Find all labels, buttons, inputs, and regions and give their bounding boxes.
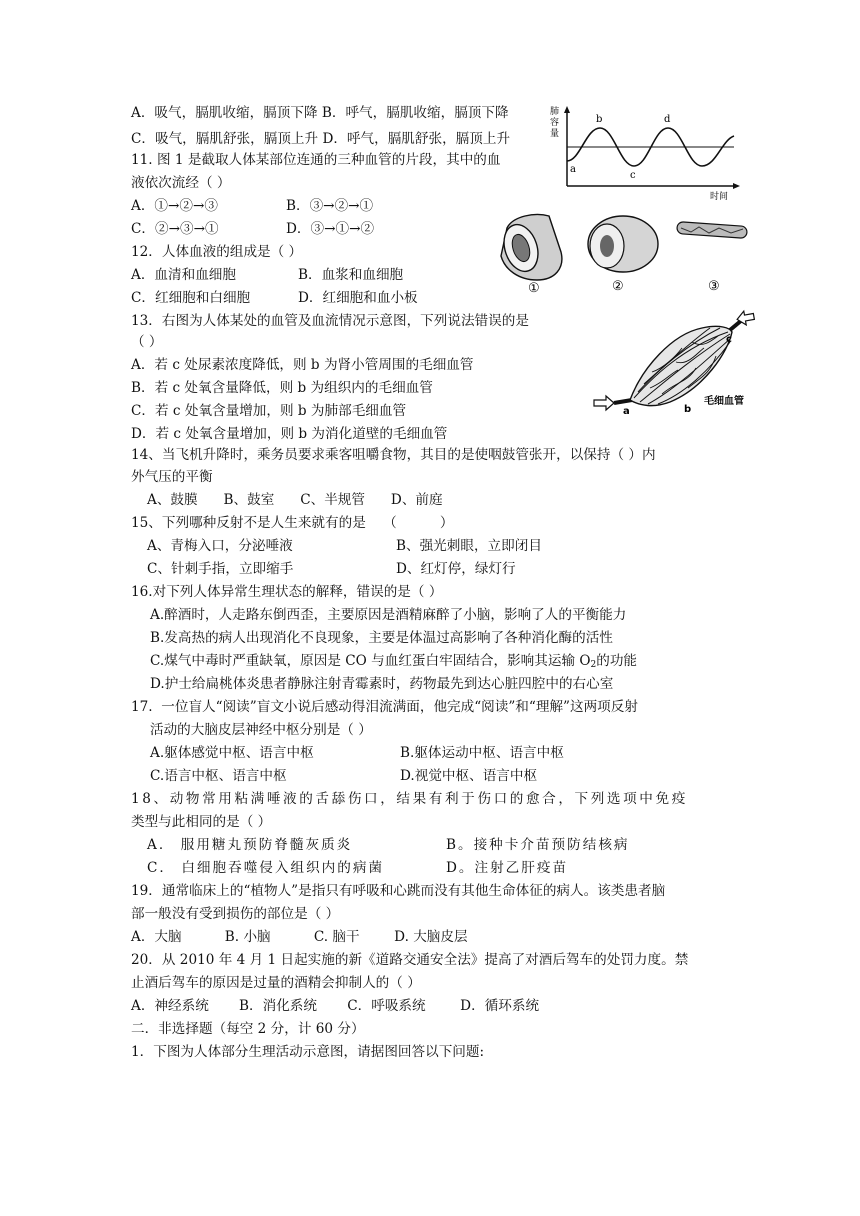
chart-xlabel: 时间	[710, 192, 729, 200]
q18-stem-line2: 类型与此相同的是（ ）	[131, 814, 272, 830]
q16-option-c-text: C.煤气中毒时严重缺氧，原因是 CO 与血红蛋白牢固结合，影响其运输 O	[150, 653, 591, 669]
q18-stem-line1: 18、动物常用粘满唾液的舌舔伤口，结果有利于伤口的愈合，下列选项中免疫	[131, 791, 688, 807]
q15-option-a: A、青梅入口，分泌唾液	[147, 538, 293, 554]
capillary-label-b: b	[684, 404, 692, 415]
q13-stem-line1: 13．右图为人体某处的血管及血流情况示意图，下列说法错误的是	[131, 313, 529, 329]
chart-ylabel-1: 肺	[550, 107, 560, 117]
q17-option-b: B.躯体运动中枢、语言中枢	[400, 745, 564, 761]
q11-option-a: A．①→②→③	[131, 198, 218, 214]
q17-option-c: C.语言中枢、语言中枢	[150, 768, 287, 784]
q20-stem-line1: 20．从 2010 年 4 月 1 日起实施的新《道路交通安全法》提高了对酒后驾车的处罚力度。禁	[131, 952, 689, 968]
q16-option-c-tail: 的功能	[596, 653, 638, 669]
chart-label-b: b	[596, 114, 603, 125]
q20-stem-line2: 止酒后驾车的原因是过量的酒精会抑制人的（ ）	[131, 975, 421, 991]
vessel-label-2: ②	[612, 279, 624, 294]
q16-option-d: D.护士给扁桃体炎患者静脉注射青霉素时，药物最先到达心脏四腔中的右心室	[150, 676, 614, 692]
q17-option-d: D.视觉中枢、语言中枢	[400, 768, 538, 784]
q18-option-d: D。注射乙肝疫苗	[446, 860, 569, 876]
q12-option-c: C．红细胞和白细胞	[131, 290, 251, 306]
q11-option-c: C．②→③→①	[131, 221, 219, 237]
blood-vessels-figure	[495, 208, 755, 294]
q13-option-c: C．若 c 处氧含量增加，则 b 为肺部毛细血管	[131, 403, 407, 419]
q13-option-d: D．若 c 处氧含量增加，则 b 为消化道壁的毛细血管	[131, 426, 448, 442]
q15-option-b: B、强光刺眼，立即闭目	[396, 538, 542, 554]
q13-option-a: A．若 c 处尿素浓度降低，则 b 为肾小管周围的毛细血管	[131, 357, 474, 373]
q14-stem-line1: 14、当飞机升降时，乘务员要求乘客咀嚼食物，其目的是使咽鼓管张开，以保持（ ）内	[131, 447, 656, 463]
q12-stem: 12．人体血液的组成是（ ）	[131, 244, 303, 260]
q19-stem-line2: 部一般没有受到损伤的部位是（ ）	[131, 906, 340, 922]
q16-option-a: A.醉酒时，人走路东倒西歪，主要原因是酒精麻醉了小脑，影响了人的平衡能力	[150, 607, 627, 623]
q10-options-line1: A．吸气，膈肌收缩，膈顶下降 B．呼气，膈肌收缩，膈顶下降	[131, 105, 509, 121]
chart-ylabel-2: 容	[550, 118, 560, 128]
capillary-network-figure	[592, 308, 758, 416]
capillary-label-c: c	[726, 334, 732, 345]
q18-option-a: A． 服用糖丸预防脊髓灰质炎	[147, 837, 353, 853]
section2-heading: 二．非选择题（每空 2 分，计 60 分）	[131, 1021, 365, 1037]
q14-stem-line2: 外气压的平衡	[131, 469, 213, 485]
q17-stem-line2: 活动的大脑皮层神经中枢分别是（ ）	[150, 722, 372, 738]
vessel-2-illustration	[588, 216, 658, 272]
q12-option-d: D．红细胞和血小板	[298, 290, 418, 306]
section2-q1-stem: 1．下图为人体部分生理活动示意图，请据图回答以下问题:	[131, 1044, 485, 1060]
vessel-label-1: ①	[528, 281, 540, 294]
lung-volume-chart	[548, 100, 748, 200]
q12-option-a: A．血清和血细胞	[131, 267, 236, 283]
q12-option-b: B．血浆和血细胞	[298, 267, 404, 283]
capillary-label-a: a	[623, 406, 630, 416]
q11-option-d: D．③→①→②	[286, 221, 375, 237]
q11-stem-line2: 液依次流经（ ）	[131, 175, 231, 191]
q20-options: A．神经系统 B．消化系统 C．呼吸系统 D．循环系统	[131, 998, 540, 1014]
q17-option-a: A.躯体感觉中枢、语言中枢	[150, 745, 314, 761]
q15-stem: 15、下列哪种反射不是人生来就有的是 （ ）	[131, 515, 454, 531]
q18-option-c: C． 白细胞吞噬侵入组织内的病菌	[147, 860, 385, 876]
q13-option-b: B．若 c 处氧含量降低，则 b 为组织内的毛细血管	[131, 380, 433, 396]
q11-option-b: B．③→②→①	[286, 198, 374, 214]
q14-options: A、鼓膜 B、鼓室 C、半规管 D、前庭	[147, 492, 443, 508]
q19-options: A．大脑 B. 小脑 C. 脑干 D. 大脑皮层	[131, 929, 468, 945]
chart-label-a: a	[570, 164, 576, 175]
q15-option-d: D、红灯停，绿灯行	[396, 561, 516, 577]
q15-option-c: C、针刺手指，立即缩手	[147, 561, 294, 577]
q11-stem-line1: 11. 图 1 是截取人体某部位连通的三种血管的片段，其中的血	[131, 152, 501, 168]
q16-stem: 16.对下列人体异常生理状态的解释，错误的是（ ）	[131, 584, 443, 600]
chart-ylabel-3: 量	[550, 129, 560, 139]
q19-stem-line1: 19．通常临床上的“植物人”是指只有呼吸和心跳而没有其他生命体征的病人。该类患者脑	[131, 883, 666, 899]
q10-options-line2: C．吸气，膈肌舒张，膈顶上升 D．呼气，膈肌舒张，膈顶上升	[131, 131, 511, 147]
vessel-1-illustration	[498, 215, 562, 281]
vessel-3-illustration	[677, 222, 748, 239]
q16-option-c-subscript: 2	[590, 660, 597, 670]
q13-stem-line2: （ ）	[131, 334, 163, 350]
q18-option-b: B。接种卡介苗预防结核病	[446, 837, 630, 853]
q16-option-b: B.发高热的病人出现消化不良现象，主要是体温过高影响了各种消化酶的活性	[150, 630, 613, 646]
capillary-caption: 毛细血管	[704, 396, 744, 407]
chart-label-d: d	[664, 114, 671, 125]
q17-stem-line1: 17. 一位盲人“阅读”盲文小说后感动得泪流满面，他完成“阅读”和“理解”这两项反射	[131, 699, 638, 715]
vessel-label-3: ③	[708, 279, 720, 294]
q16-option-c	[150, 652, 637, 675]
chart-label-c: c	[630, 170, 636, 181]
